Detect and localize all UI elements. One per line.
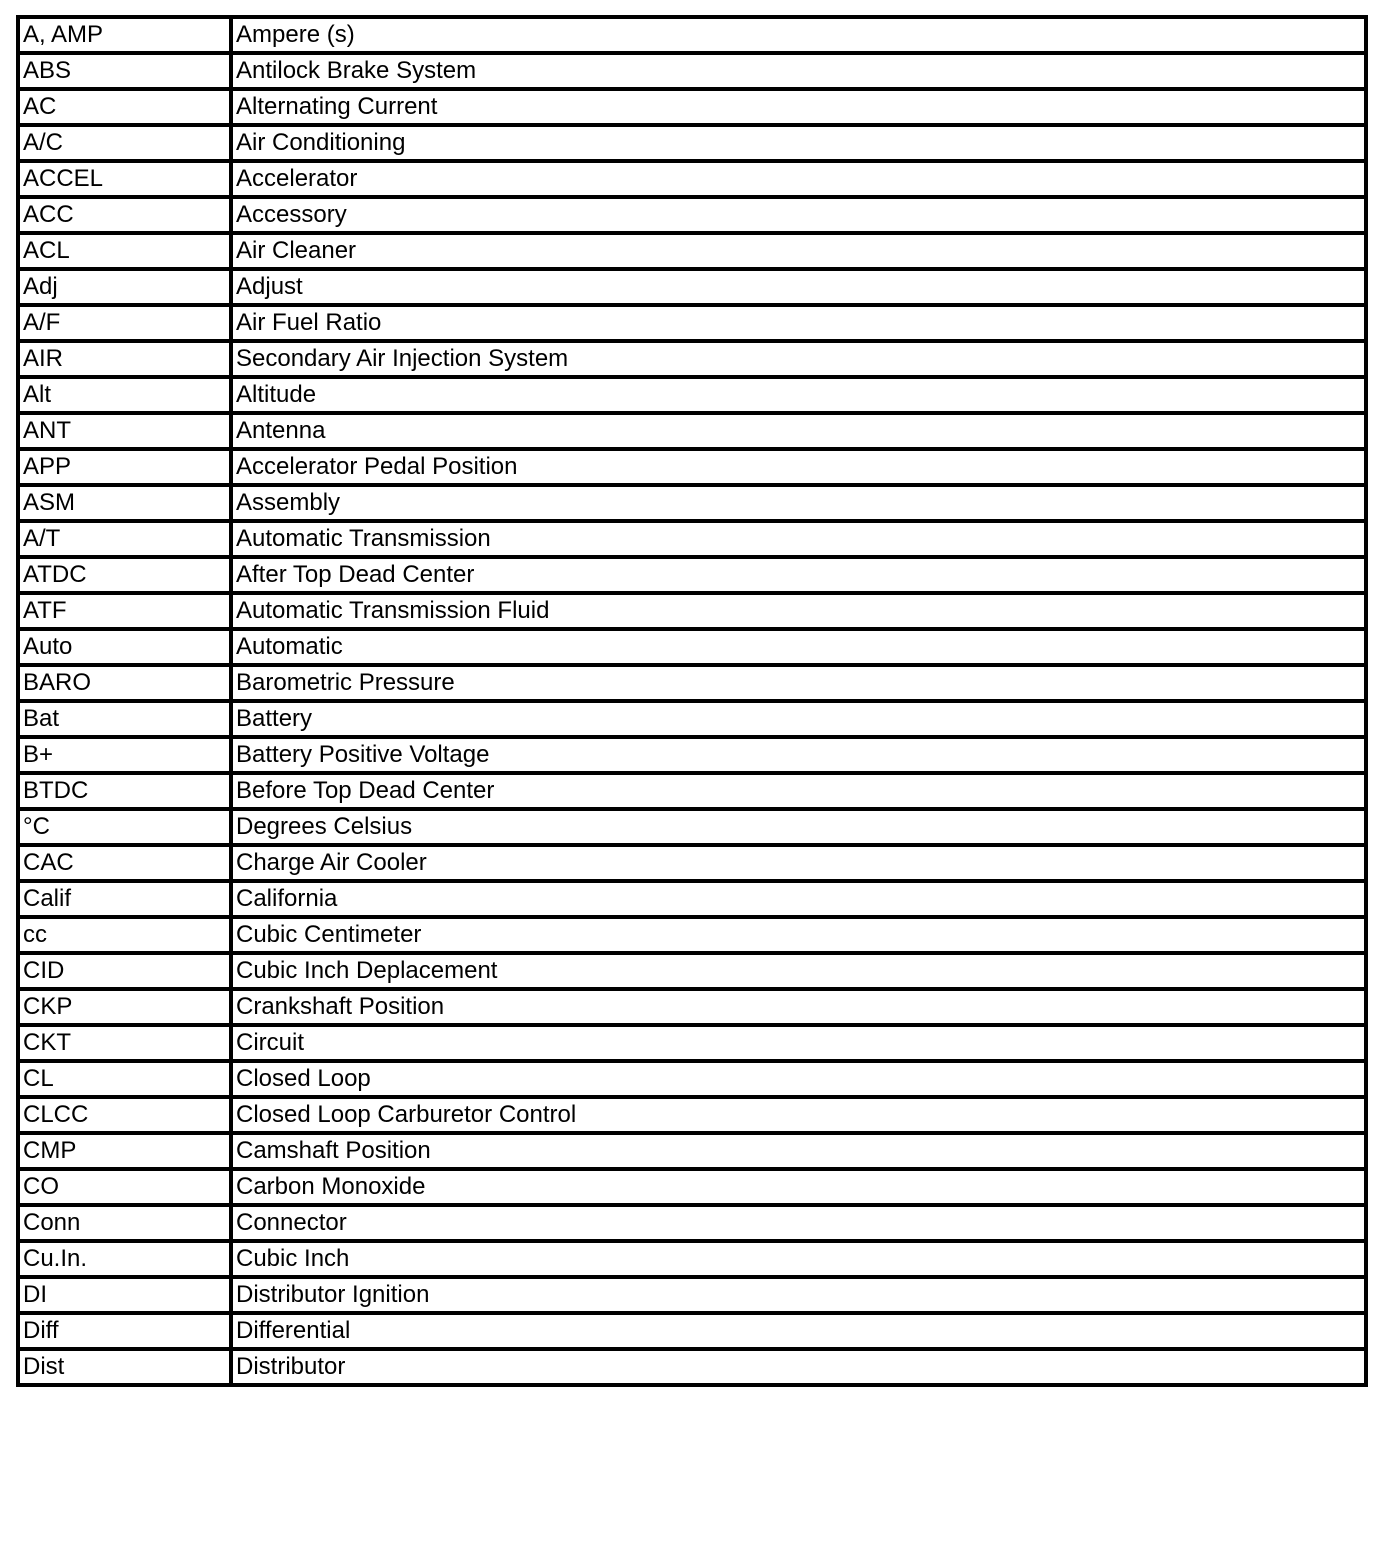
meaning-cell: Cubic Inch Deplacement	[231, 953, 1366, 989]
table-row	[18, 377, 1366, 413]
meaning-cell: Crankshaft Position	[231, 989, 1366, 1025]
meaning-cell: Charge Air Cooler	[231, 845, 1366, 881]
abbreviation-cell: °C	[18, 809, 231, 845]
meaning-cell: Camshaft Position	[231, 1133, 1366, 1169]
table-row	[18, 449, 1366, 485]
table-row	[18, 1205, 1366, 1241]
meaning-cell: Carbon Monoxide	[231, 1169, 1366, 1205]
meaning-cell: Barometric Pressure	[231, 665, 1366, 701]
meaning-cell: Distributor Ignition	[231, 1277, 1366, 1313]
meaning-cell: Accelerator Pedal Position	[231, 449, 1366, 485]
abbreviation-cell: CO	[18, 1169, 231, 1205]
abbreviation-cell: AC	[18, 89, 231, 125]
abbreviation-cell: A/T	[18, 521, 231, 557]
abbreviation-cell: ATDC	[18, 557, 231, 593]
meaning-cell: California	[231, 881, 1366, 917]
table-row	[18, 485, 1366, 521]
abbreviation-cell: CKP	[18, 989, 231, 1025]
abbreviation-cell: Diff	[18, 1313, 231, 1349]
abbreviation-cell: CL	[18, 1061, 231, 1097]
table-row	[18, 809, 1366, 845]
meaning-cell: Air Cleaner	[231, 233, 1366, 269]
meaning-cell: Altitude	[231, 377, 1366, 413]
table-row	[18, 953, 1366, 989]
abbreviation-cell: ATF	[18, 593, 231, 629]
table-row	[18, 917, 1366, 953]
meaning-cell: Circuit	[231, 1025, 1366, 1061]
table-row	[18, 1169, 1366, 1205]
meaning-cell: Alternating Current	[231, 89, 1366, 125]
abbreviation-cell: AIR	[18, 341, 231, 377]
abbreviation-cell: Alt	[18, 377, 231, 413]
abbreviation-cell: Adj	[18, 269, 231, 305]
meaning-cell: Cubic Inch	[231, 1241, 1366, 1277]
abbreviation-cell: APP	[18, 449, 231, 485]
table-row	[18, 1241, 1366, 1277]
table-row	[18, 665, 1366, 701]
abbreviation-cell: Bat	[18, 701, 231, 737]
meaning-cell: Battery Positive Voltage	[231, 737, 1366, 773]
meaning-cell: Battery	[231, 701, 1366, 737]
meaning-cell: Accelerator	[231, 161, 1366, 197]
abbreviation-cell: ABS	[18, 53, 231, 89]
table-row	[18, 341, 1366, 377]
table-row	[18, 197, 1366, 233]
meaning-cell: Air Fuel Ratio	[231, 305, 1366, 341]
table-row	[18, 1277, 1366, 1313]
table-row	[18, 1025, 1366, 1061]
meaning-cell: Antilock Brake System	[231, 53, 1366, 89]
abbreviation-cell: DI	[18, 1277, 231, 1313]
table-row	[18, 773, 1366, 809]
abbreviation-cell: B+	[18, 737, 231, 773]
abbreviation-cell: ACL	[18, 233, 231, 269]
abbreviation-cell: cc	[18, 917, 231, 953]
meaning-cell: Automatic	[231, 629, 1366, 665]
table-row	[18, 53, 1366, 89]
abbreviation-cell: Cu.In.	[18, 1241, 231, 1277]
meaning-cell: Accessory	[231, 197, 1366, 233]
abbreviation-cell: BARO	[18, 665, 231, 701]
meaning-cell: Antenna	[231, 413, 1366, 449]
meaning-cell: Air Conditioning	[231, 125, 1366, 161]
meaning-cell: Ampere (s)	[231, 17, 1366, 53]
table-row	[18, 413, 1366, 449]
table-row	[18, 1313, 1366, 1349]
meaning-cell: Differential	[231, 1313, 1366, 1349]
meaning-cell: After Top Dead Center	[231, 557, 1366, 593]
table-row	[18, 1133, 1366, 1169]
abbreviation-cell: CLCC	[18, 1097, 231, 1133]
abbreviations-table	[16, 15, 1368, 1387]
abbreviation-cell: Dist	[18, 1349, 231, 1385]
table-row	[18, 881, 1366, 917]
table-row	[18, 989, 1366, 1025]
abbreviation-cell: A, AMP	[18, 17, 231, 53]
abbreviation-cell: ACCEL	[18, 161, 231, 197]
abbreviation-cell: CKT	[18, 1025, 231, 1061]
table-row	[18, 845, 1366, 881]
meaning-cell: Automatic Transmission	[231, 521, 1366, 557]
abbreviation-cell: Calif	[18, 881, 231, 917]
abbreviation-cell: A/C	[18, 125, 231, 161]
abbreviation-cell: Conn	[18, 1205, 231, 1241]
meaning-cell: Adjust	[231, 269, 1366, 305]
abbreviations-table-body	[18, 17, 1366, 1385]
abbreviation-cell: A/F	[18, 305, 231, 341]
table-row	[18, 1061, 1366, 1097]
meaning-cell: Connector	[231, 1205, 1366, 1241]
table-row	[18, 269, 1366, 305]
abbreviation-cell: ANT	[18, 413, 231, 449]
abbreviation-cell: CID	[18, 953, 231, 989]
abbreviation-cell: ASM	[18, 485, 231, 521]
abbreviation-cell: BTDC	[18, 773, 231, 809]
meaning-cell: Automatic Transmission Fluid	[231, 593, 1366, 629]
table-row	[18, 17, 1366, 53]
abbreviation-cell: ACC	[18, 197, 231, 233]
abbreviation-cell: Auto	[18, 629, 231, 665]
table-row	[18, 125, 1366, 161]
table-row	[18, 305, 1366, 341]
table-row	[18, 629, 1366, 665]
meaning-cell: Degrees Celsius	[231, 809, 1366, 845]
meaning-cell: Cubic Centimeter	[231, 917, 1366, 953]
table-row	[18, 557, 1366, 593]
table-row	[18, 701, 1366, 737]
table-row	[18, 89, 1366, 125]
table-row	[18, 521, 1366, 557]
meaning-cell: Distributor	[231, 1349, 1366, 1385]
table-row	[18, 737, 1366, 773]
meaning-cell: Before Top Dead Center	[231, 773, 1366, 809]
table-row	[18, 161, 1366, 197]
meaning-cell: Closed Loop	[231, 1061, 1366, 1097]
table-row	[18, 593, 1366, 629]
table-row	[18, 1349, 1366, 1385]
table-row	[18, 1097, 1366, 1133]
abbreviation-cell: CAC	[18, 845, 231, 881]
meaning-cell: Closed Loop Carburetor Control	[231, 1097, 1366, 1133]
meaning-cell: Secondary Air Injection System	[231, 341, 1366, 377]
table-row	[18, 233, 1366, 269]
abbreviation-cell: CMP	[18, 1133, 231, 1169]
meaning-cell: Assembly	[231, 485, 1366, 521]
